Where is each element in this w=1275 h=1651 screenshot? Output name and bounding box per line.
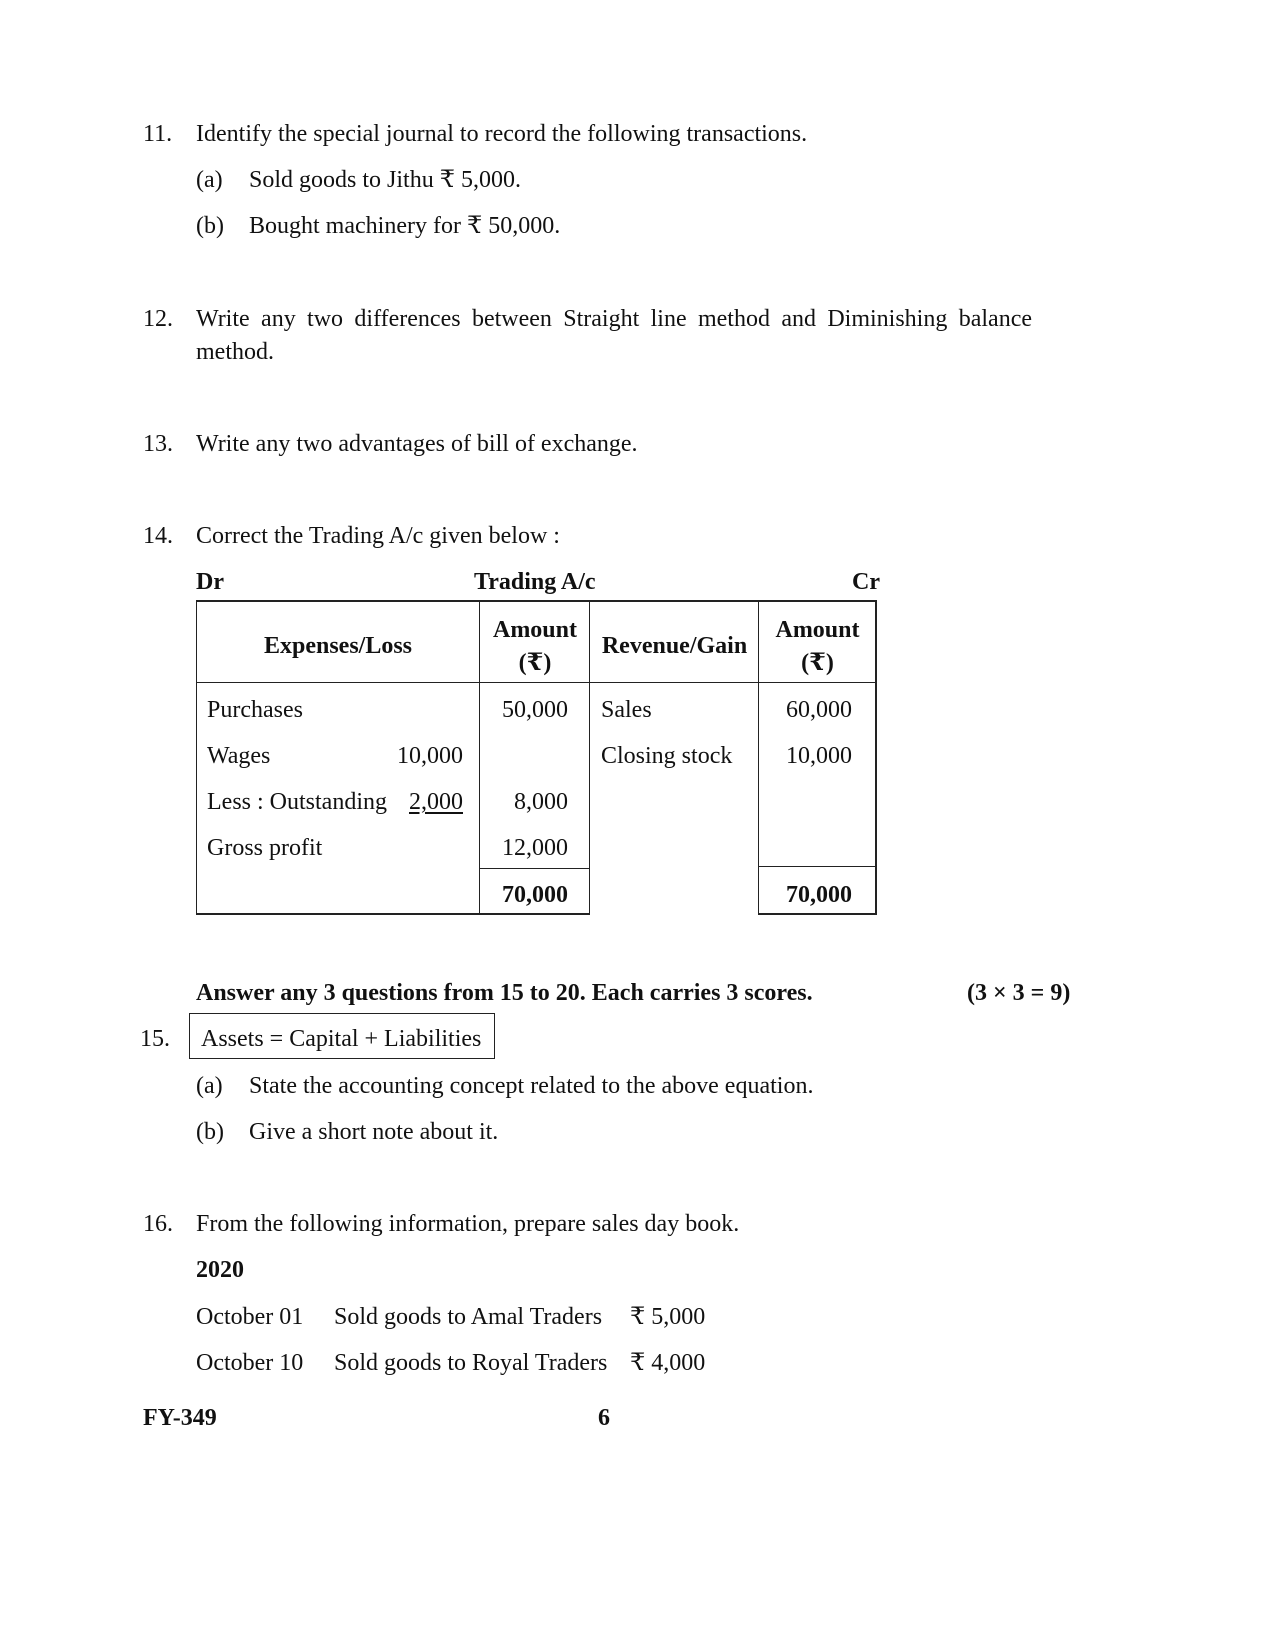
sales-entry-amount: ₹ 5,000 <box>630 1304 706 1330</box>
question-16-year: 2020 <box>196 1257 244 1283</box>
credit-row-amount: 10,000 <box>786 743 852 769</box>
question-16-text: From the following information, prepare sales day book. <box>196 1211 740 1237</box>
credit-row-amount: 60,000 <box>786 697 852 723</box>
debit-row-label: Purchases <box>207 697 303 723</box>
trading-dr-label: Dr <box>196 569 224 595</box>
debit-total: 70,000 <box>502 882 568 908</box>
sales-entry-description: Sold goods to Amal Traders <box>334 1304 603 1330</box>
question-14-text: Correct the Trading A/c given below : <box>196 523 560 549</box>
debit-row-amount: 50,000 <box>502 697 568 723</box>
header-credit-amount: Amount <box>775 617 860 643</box>
question-12-number: 12. <box>143 306 173 332</box>
question-15-number: 15. <box>140 1026 170 1052</box>
question-15a-label: (a) <box>196 1073 223 1099</box>
credit-row-label: Closing stock <box>601 743 733 769</box>
question-11-number: 11. <box>143 121 173 147</box>
header-credit-currency: (₹) <box>801 650 834 676</box>
footer-page-number: 6 <box>598 1405 610 1431</box>
question-13-text: Write any two advantages of bill of exchange. <box>196 431 638 457</box>
section-marks: (3 × 3 = 9) <box>967 980 1071 1006</box>
question-11a-text: Sold goods to Jithu ₹ 5,000. <box>249 167 521 193</box>
question-15a-text: State the accounting concept related to the above equation. <box>249 1073 814 1099</box>
question-11b-text: Bought machinery for ₹ 50,000. <box>249 213 561 239</box>
debit-row-inner-amount: 2,000 <box>409 789 463 815</box>
debit-row-inner-amount: 10,000 <box>397 743 463 769</box>
question-15b-label: (b) <box>196 1119 224 1145</box>
question-16-number: 16. <box>143 1211 173 1237</box>
question-13-number: 13. <box>143 431 173 457</box>
debit-row-amount: 8,000 <box>514 789 568 815</box>
question-12-line-2: method. <box>196 339 274 365</box>
question-11a-label: (a) <box>196 167 223 193</box>
sales-entry-description: Sold goods to Royal Traders <box>334 1350 608 1376</box>
question-12-line-1: Write any two differences between Straight line method and Diminishing balance <box>196 306 1032 332</box>
trading-account-title: Trading A/c <box>474 569 596 595</box>
debit-row-label: Less : Outstanding <box>207 789 387 815</box>
credit-row-label: Sales <box>601 697 652 723</box>
footer-paper-code: FY-349 <box>143 1405 217 1431</box>
header-debit-currency: (₹) <box>518 650 552 676</box>
section-instruction: Answer any 3 questions from 15 to 20. Each carries 3 scores. <box>196 980 813 1006</box>
header-revenue-gain: Revenue/Gain <box>601 633 748 659</box>
question-11b-label: (b) <box>196 213 224 239</box>
question-15b-text: Give a short note about it. <box>249 1119 499 1145</box>
question-11-text: Identify the special journal to record the following transactions. <box>196 121 808 147</box>
debit-row-label: Gross profit <box>207 835 323 861</box>
trading-cr-label: Cr <box>852 569 880 595</box>
equation-text: Assets = Capital + Liabilities <box>201 1026 482 1052</box>
header-expenses-loss: Expenses/Loss <box>263 633 413 659</box>
question-14-number: 14. <box>143 523 173 549</box>
credit-total: 70,000 <box>786 882 852 908</box>
sales-entry-date: October 10 <box>196 1350 304 1376</box>
debit-row-amount: 12,000 <box>502 835 568 861</box>
header-debit-amount: Amount <box>492 617 577 643</box>
debit-row-label: Wages <box>207 743 271 769</box>
sales-entry-date: October 01 <box>196 1304 304 1330</box>
sales-entry-amount: ₹ 4,000 <box>630 1350 706 1376</box>
